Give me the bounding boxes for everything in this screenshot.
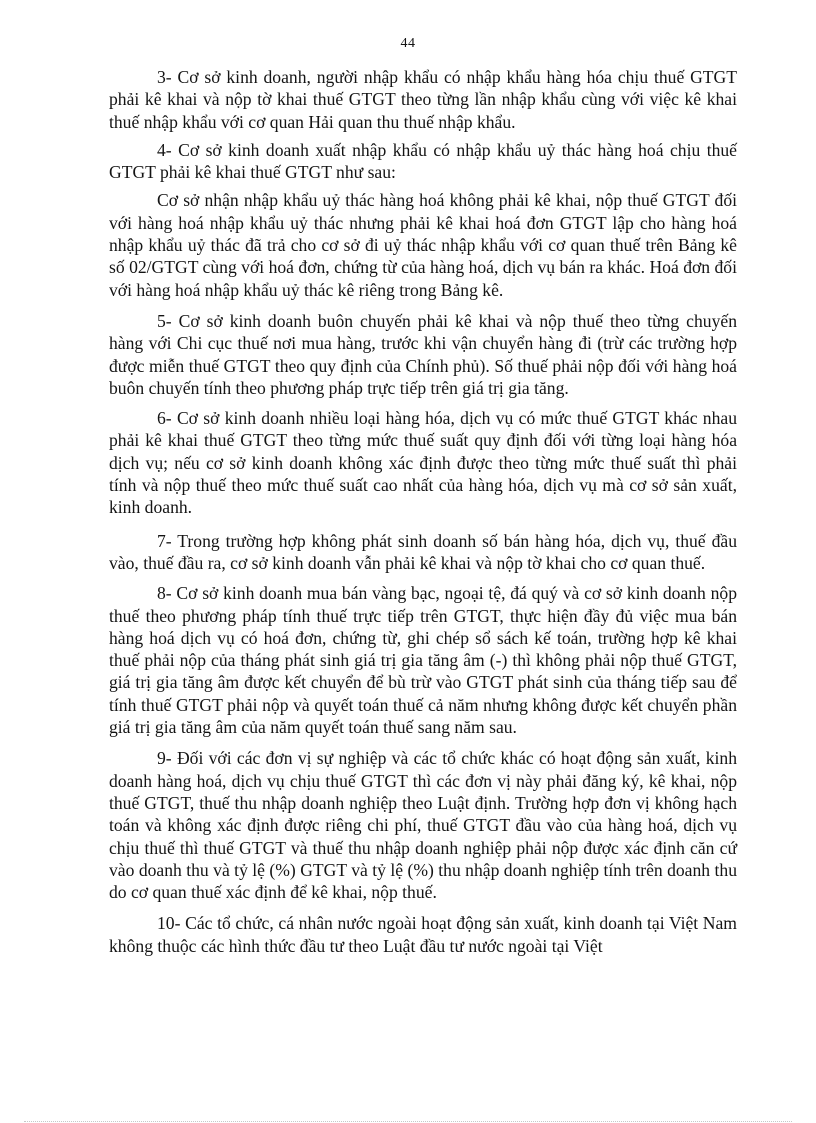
page-number: 44 [400, 36, 416, 51]
document-body [109, 66, 737, 957]
paragraph-9: 9- Đối với các đơn vị sự nghiệp và các tổ chức khác có hoạt động sản xuất, kinh doanh hàng hoá, dịch vụ chịu thuế GTGT thì các đơn vị này phải đăng ký, kê khai, nộp thuế GTGT, thuế thu nhập doanh nghiệp theo Luật định. Trường hợp đơn vị không hạch toán và không xác định được riêng chi phí, thuế GTGT đầu vào của hàng hoá, dịch vụ chịu thuế thì thuế GTGT và thuế thu nhập doanh nghiệp phải nộp được xác định căn cứ vào doanh thu và tỷ lệ (%) GTGT và tỷ lệ (%) thu nhập doanh nghiệp tính trên doanh thu do cơ quan thuế xác định để kê khai, nộp thuế. [109, 748, 737, 903]
paragraph-7: 7- Trong trường hợp không phát sinh doanh số bán hàng hóa, dịch vụ, thuế đầu vào, thuế đầu ra, cơ sở kinh doanh vẫn phải kê khai và nộp tờ khai cho cơ quan thuế. [109, 530, 737, 573]
paragraph-8: 8- Cơ sở kinh doanh mua bán vàng bạc, ngoại tệ, đá quý và cơ sở kinh doanh nộp thuế theo phương pháp tính thuế trực tiếp trên GTGT, thực hiện đầy đủ việc mua bán hàng hoá dịch vụ có hoá đơn, chứng từ, ghi chép sổ sách kế toán, trường hợp kê khai thuế phải nộp của tháng phát sinh giá trị gia tăng âm (-) thì không phải nộp thuế GTGT, giá trị gia tăng âm được kết chuyển để bù trừ vào GTGT phát sinh của tháng tiếp sau để tính thuế GTGT phải nộp và quyết toán thuế cả năm nhưng không được kết chuyển phần giá trị gia tăng âm của năm quyết toán thuế sang năm sau. [109, 583, 737, 738]
paragraph-6: 6- Cơ sở kinh doanh nhiều loại hàng hóa, dịch vụ có mức thuế GTGT khác nhau phải kê khai thuế GTGT theo từng mức thuế suất quy định đối với từng loại hàng hóa dịch vụ; nếu cơ sở kinh doanh không xác định được theo từng mức thuế suất thì phải tính và nộp thuế theo mức thuế suất cao nhất của hàng hóa, dịch vụ mà cơ sở sản xuất, kinh doanh. [109, 408, 737, 518]
page-bottom-divider [24, 1121, 792, 1122]
paragraph-10: 10- Các tổ chức, cá nhân nước ngoài hoạt động sản xuất, kinh doanh tại Việt Nam không thuộc các hình thức đầu tư theo Luật đầu tư nước ngoài tại Việt [109, 913, 737, 956]
paragraph-4: 4- Cơ sở kinh doanh xuất nhập khẩu có nhập khẩu uỷ thác hàng hoá chịu thuế GTGT phải kê khai thuế GTGT như sau: [109, 139, 737, 183]
paragraph-5: 5- Cơ sở kinh doanh buôn chuyến phải kê khai và nộp thuế theo từng chuyến hàng với Chi cục thuế nơi mua hàng, trước khi vận chuyển hàng đi (trừ các trường hợp được miễn thuế GTGT theo quy định của Chính phủ). Số thuế phải nộp đối với hàng hoá buôn chuyến tính theo phương pháp trực tiếp trên giá trị gia tăng. [109, 310, 737, 398]
paragraph-4-detail: Cơ sở nhận nhập khẩu uỷ thác hàng hoá không phải kê khai, nộp thuế GTGT đối với hàng hoá nhập khẩu uỷ thác nhưng phải kê khai hoá đơn GTGT lập cho hàng hoá nhập khẩu uỷ thác đã trả cho cơ sở đi uỷ thác nhập khẩu với cơ quan thuế trên Bảng kê số 02/GTGT cùng với hoá đơn, chứng từ của hàng hoá, dịch vụ bán ra khác. Hoá đơn đối với hàng hoá nhập khẩu uỷ thác kê riêng trong Bảng kê. [109, 190, 737, 300]
paragraph-3: 3- Cơ sở kinh doanh, người nhập khẩu có nhập khẩu hàng hóa chịu thuế GTGT phải kê khai và nộp tờ khai thuế GTGT theo từng lần nhập khẩu cùng với việc kê khai thuế nhập khẩu với cơ quan Hải quan thu thuế nhập khẩu. [109, 67, 737, 132]
